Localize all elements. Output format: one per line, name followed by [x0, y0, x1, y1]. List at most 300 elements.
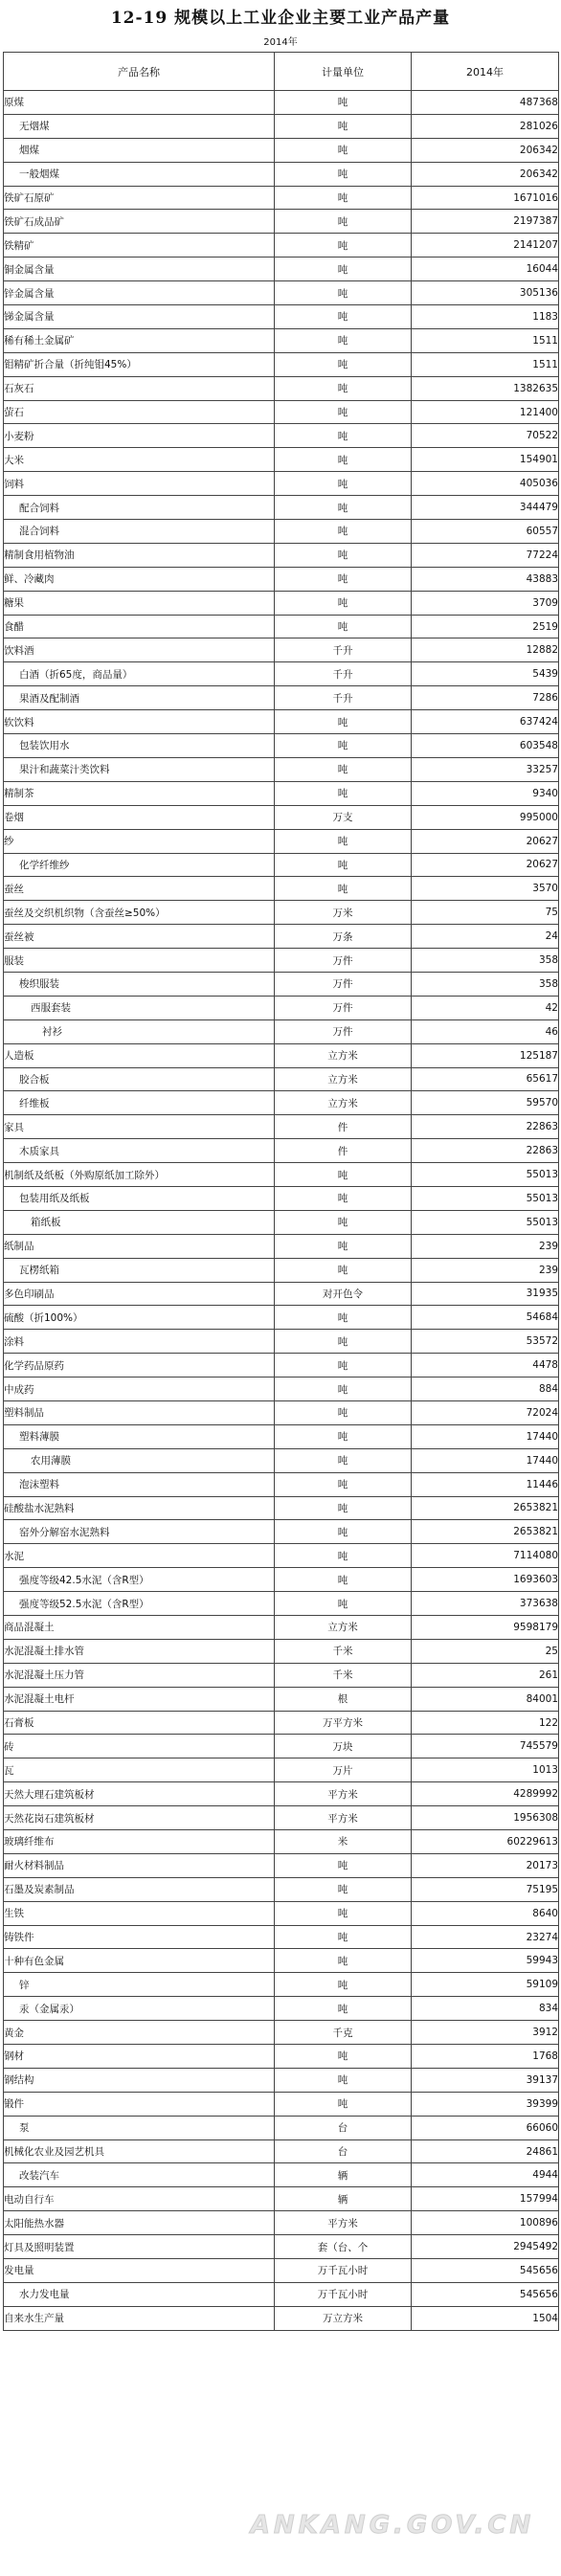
table-row: [4, 186, 559, 210]
year-label: 2014年: [263, 37, 298, 48]
product-name-cell: 农用薄膜: [4, 1448, 275, 1472]
table-row: [4, 996, 559, 1019]
unit-cell: 吨: [275, 757, 412, 781]
product-name-cell: 小麦粉: [4, 424, 275, 448]
product-name-cell: 瓦楞纸箱: [4, 1258, 275, 1282]
product-name-cell: 萤石: [4, 400, 275, 424]
table-row: [4, 901, 559, 925]
table-row: [4, 1448, 559, 1472]
table-row: [4, 1806, 559, 1830]
unit-cell: 吨: [275, 1163, 412, 1187]
table-row: [4, 1782, 559, 1806]
unit-cell: 吨: [275, 1424, 412, 1448]
table-header-row: [4, 53, 559, 91]
unit-cell: 吨: [275, 1472, 412, 1496]
product-name-cell: 改装汽车: [4, 2163, 275, 2187]
product-name-cell: 精制食用植物油: [4, 543, 275, 567]
value-cell: 54684: [412, 1306, 559, 1330]
table-row: [4, 138, 559, 162]
product-name-cell: 饲料: [4, 472, 275, 496]
product-name-cell: 生铁: [4, 1901, 275, 1925]
value-cell: 17440: [412, 1448, 559, 1472]
unit-cell: 吨: [275, 1400, 412, 1424]
unit-cell: 吨: [275, 352, 412, 376]
value-cell: 1693603: [412, 1568, 559, 1592]
unit-cell: 吨: [275, 210, 412, 234]
table-row: [4, 1711, 559, 1735]
value-cell: 603548: [412, 734, 559, 758]
product-name-cell: 塑料薄膜: [4, 1424, 275, 1448]
product-name-cell: 纤维板: [4, 1091, 275, 1115]
value-cell: 487368: [412, 91, 559, 115]
table-row: [4, 1544, 559, 1568]
table-row: [4, 734, 559, 758]
table-row: [4, 1258, 559, 1282]
value-cell: 23274: [412, 1925, 559, 1949]
value-cell: 1511: [412, 352, 559, 376]
product-name-cell: 烟煤: [4, 138, 275, 162]
value-cell: 39399: [412, 2092, 559, 2116]
product-name-cell: 多色印刷品: [4, 1282, 275, 1306]
product-name-cell: 钼精矿折合量（折纯钼45%）: [4, 352, 275, 376]
table-row: [4, 162, 559, 186]
value-cell: 59109: [412, 1973, 559, 1997]
value-cell: 24861: [412, 2139, 559, 2163]
unit-cell: 万米: [275, 901, 412, 925]
table-row: [4, 757, 559, 781]
value-cell: 55013: [412, 1163, 559, 1187]
table-row: [4, 352, 559, 376]
table-row: [4, 853, 559, 877]
table-row: [4, 781, 559, 805]
value-cell: 239: [412, 1258, 559, 1282]
unit-cell: 万件: [275, 1019, 412, 1043]
product-name-cell: 大米: [4, 448, 275, 472]
unit-cell: 吨: [275, 1925, 412, 1949]
table-row: [4, 448, 559, 472]
value-cell: 22863: [412, 1115, 559, 1139]
unit-cell: 平方米: [275, 1782, 412, 1806]
unit-cell: 万件: [275, 949, 412, 973]
unit-cell: 吨: [275, 734, 412, 758]
value-cell: 46: [412, 1019, 559, 1043]
header-unit: 计量单位: [275, 53, 412, 91]
product-name-cell: 锑金属含量: [4, 305, 275, 329]
value-cell: 20627: [412, 829, 559, 853]
table-row: [4, 2045, 559, 2069]
product-name-cell: 太阳能热水器: [4, 2211, 275, 2235]
table-row: [4, 805, 559, 829]
value-cell: 25: [412, 1639, 559, 1663]
table-row: [4, 1139, 559, 1163]
table-row: [4, 1354, 559, 1378]
table-row: [4, 1163, 559, 1187]
product-name-cell: 包装用纸及纸板: [4, 1186, 275, 1210]
table-row: [4, 972, 559, 996]
value-cell: 2197387: [412, 210, 559, 234]
value-cell: 22863: [412, 1139, 559, 1163]
unit-cell: 吨: [275, 877, 412, 901]
unit-cell: 吨: [275, 1186, 412, 1210]
unit-cell: 吨: [275, 1496, 412, 1520]
value-cell: 358: [412, 972, 559, 996]
unit-cell: 立方米: [275, 1091, 412, 1115]
unit-cell: 吨: [275, 114, 412, 138]
product-name-cell: 人造板: [4, 1043, 275, 1067]
unit-cell: 立方米: [275, 1043, 412, 1067]
unit-cell: 吨: [275, 1901, 412, 1925]
unit-cell: 立方米: [275, 1067, 412, 1091]
unit-cell: 根: [275, 1687, 412, 1711]
unit-cell: 吨: [275, 1853, 412, 1877]
value-cell: 66060: [412, 2116, 559, 2139]
value-cell: 344479: [412, 496, 559, 520]
product-name-cell: 电动自行车: [4, 2187, 275, 2211]
value-cell: 637424: [412, 710, 559, 734]
unit-cell: 万块: [275, 1735, 412, 1758]
product-name-cell: 食醋: [4, 615, 275, 638]
value-cell: 20173: [412, 1853, 559, 1877]
unit-cell: 对开色令: [275, 1282, 412, 1306]
page-title: 12-19 规模以上工业企业主要工业产品产量: [110, 9, 451, 28]
product-name-cell: 铁矿石成品矿: [4, 210, 275, 234]
product-name-cell: 锌: [4, 1973, 275, 1997]
value-cell: 55013: [412, 1210, 559, 1234]
table-row: [4, 2021, 559, 2045]
unit-cell: 吨: [275, 520, 412, 544]
unit-cell: 万件: [275, 972, 412, 996]
unit-cell: 吨: [275, 234, 412, 258]
value-cell: 4289992: [412, 1782, 559, 1806]
unit-cell: 千升: [275, 662, 412, 686]
product-name-cell: 精制茶: [4, 781, 275, 805]
table-row: [4, 1234, 559, 1258]
unit-cell: 吨: [275, 472, 412, 496]
product-name-cell: 中成药: [4, 1378, 275, 1401]
unit-cell: 千升: [275, 638, 412, 662]
unit-cell: 吨: [275, 1544, 412, 1568]
product-name-cell: 砖: [4, 1735, 275, 1758]
unit-cell: 吨: [275, 91, 412, 115]
product-name-cell: 瓦: [4, 1758, 275, 1782]
value-cell: 11446: [412, 1472, 559, 1496]
value-cell: 884: [412, 1378, 559, 1401]
product-name-cell: 黄金: [4, 2021, 275, 2045]
table-row: [4, 2163, 559, 2187]
value-cell: 122: [412, 1711, 559, 1735]
unit-cell: 万千瓦小时: [275, 2282, 412, 2306]
product-name-cell: 衬衫: [4, 1019, 275, 1043]
unit-cell: 吨: [275, 591, 412, 615]
product-name-cell: 耐火材料制品: [4, 1853, 275, 1877]
value-cell: 60557: [412, 520, 559, 544]
unit-cell: 吨: [275, 1568, 412, 1592]
table-row: [4, 1830, 559, 1854]
value-cell: 358: [412, 949, 559, 973]
table-body: [4, 91, 559, 2331]
unit-cell: 吨: [275, 2092, 412, 2116]
value-cell: 1956308: [412, 1806, 559, 1830]
table-row: [4, 496, 559, 520]
product-name-cell: 机械化农业及园艺机具: [4, 2139, 275, 2163]
unit-cell: 万平方米: [275, 1711, 412, 1735]
product-name-cell: 水泥混凝土电杆: [4, 1687, 275, 1711]
value-cell: 154901: [412, 448, 559, 472]
table-row: [4, 424, 559, 448]
table-row: [4, 2306, 559, 2330]
table-row: [4, 1853, 559, 1877]
table-row: [4, 2139, 559, 2163]
product-name-cell: 泡沫塑料: [4, 1472, 275, 1496]
table-row: [4, 281, 559, 305]
table-row: [4, 1925, 559, 1949]
value-cell: 60229613: [412, 1830, 559, 1854]
table-row: [4, 91, 559, 115]
product-name-cell: 灯具及照明装置: [4, 2235, 275, 2259]
product-name-cell: 化学纤维纱: [4, 853, 275, 877]
header-year: 2014年: [412, 53, 559, 91]
value-cell: 42: [412, 996, 559, 1019]
table-row: [4, 1186, 559, 1210]
product-name-cell: 窑外分解窑水泥熟料: [4, 1520, 275, 1544]
value-cell: 239: [412, 1234, 559, 1258]
watermark-logo: ANKANG.GOV.CN: [250, 2511, 535, 2540]
table-row: [4, 1973, 559, 1997]
product-name-cell: 天然大理石建筑板材: [4, 1782, 275, 1806]
unit-cell: 米: [275, 1830, 412, 1854]
product-name-cell: 商品混凝土: [4, 1616, 275, 1640]
product-name-cell: 包装饮用水: [4, 734, 275, 758]
value-cell: 4944: [412, 2163, 559, 2187]
table-row: [4, 591, 559, 615]
unit-cell: 吨: [275, 710, 412, 734]
product-name-cell: 石灰石: [4, 376, 275, 400]
unit-cell: 吨: [275, 1354, 412, 1378]
unit-cell: 吨: [275, 162, 412, 186]
unit-cell: 吨: [275, 376, 412, 400]
product-name-cell: 铜金属含量: [4, 258, 275, 281]
product-name-cell: 纱: [4, 829, 275, 853]
table-row: [4, 2092, 559, 2116]
unit-cell: 吨: [275, 1877, 412, 1901]
product-name-cell: 水泥混凝土排水管: [4, 1639, 275, 1663]
product-name-cell: 梭织服装: [4, 972, 275, 996]
value-cell: 405036: [412, 472, 559, 496]
table-row: [4, 829, 559, 853]
value-cell: 1382635: [412, 376, 559, 400]
value-cell: 4478: [412, 1354, 559, 1378]
unit-cell: 吨: [275, 1306, 412, 1330]
value-cell: 55013: [412, 1186, 559, 1210]
unit-cell: 件: [275, 1115, 412, 1139]
table-row: [4, 686, 559, 710]
value-cell: 3570: [412, 877, 559, 901]
unit-cell: 吨: [275, 543, 412, 567]
table-row: [4, 400, 559, 424]
value-cell: 206342: [412, 138, 559, 162]
value-cell: 20627: [412, 853, 559, 877]
value-cell: 9598179: [412, 1616, 559, 1640]
value-cell: 2141207: [412, 234, 559, 258]
product-name-cell: 水泥混凝土压力管: [4, 1663, 275, 1687]
unit-cell: 辆: [275, 2187, 412, 2211]
product-name-cell: 木质家具: [4, 1139, 275, 1163]
value-cell: 7114080: [412, 1544, 559, 1568]
product-name-cell: 汞（金属汞）: [4, 1997, 275, 2021]
product-name-cell: 果酒及配制酒: [4, 686, 275, 710]
product-name-cell: 原煤: [4, 91, 275, 115]
value-cell: 206342: [412, 162, 559, 186]
product-name-cell: 白酒（折65度，商品量）: [4, 662, 275, 686]
value-cell: 3912: [412, 2021, 559, 2045]
unit-cell: 吨: [275, 1330, 412, 1354]
product-name-cell: 发电量: [4, 2259, 275, 2283]
value-cell: 43883: [412, 567, 559, 591]
product-name-cell: 硅酸盐水泥熟料: [4, 1496, 275, 1520]
product-name-cell: 家具: [4, 1115, 275, 1139]
table-row: [4, 2211, 559, 2235]
table-row: [4, 376, 559, 400]
unit-cell: 吨: [275, 1378, 412, 1401]
table-row: [4, 2235, 559, 2259]
table-row: [4, 1067, 559, 1091]
unit-cell: 吨: [275, 281, 412, 305]
value-cell: 545656: [412, 2259, 559, 2283]
table-row: [4, 1520, 559, 1544]
value-cell: 373638: [412, 1592, 559, 1616]
product-name-cell: 蚕丝被: [4, 925, 275, 949]
product-name-cell: 锻件: [4, 2092, 275, 2116]
value-cell: 121400: [412, 400, 559, 424]
unit-cell: 吨: [275, 829, 412, 853]
unit-cell: 辆: [275, 2163, 412, 2187]
product-name-cell: 混合饲料: [4, 520, 275, 544]
unit-cell: 吨: [275, 1949, 412, 1973]
value-cell: 995000: [412, 805, 559, 829]
value-cell: 33257: [412, 757, 559, 781]
table-row: [4, 1949, 559, 1973]
value-cell: 75: [412, 901, 559, 925]
unit-cell: 吨: [275, 400, 412, 424]
unit-cell: 吨: [275, 1997, 412, 2021]
value-cell: 65617: [412, 1067, 559, 1091]
product-name-cell: 十种有色金属: [4, 1949, 275, 1973]
table-row: [4, 1306, 559, 1330]
unit-cell: 台: [275, 2139, 412, 2163]
product-name-cell: 机制纸及纸板（外购原纸加工除外）: [4, 1163, 275, 1187]
unit-cell: 万千瓦小时: [275, 2259, 412, 2283]
unit-cell: 吨: [275, 2068, 412, 2092]
table-row: [4, 520, 559, 544]
product-name-cell: 铁矿石原矿: [4, 186, 275, 210]
value-cell: 24: [412, 925, 559, 949]
product-name-cell: 稀有稀土金属矿: [4, 328, 275, 352]
table-row: [4, 1115, 559, 1139]
unit-cell: 吨: [275, 138, 412, 162]
product-name-cell: 塑料制品: [4, 1400, 275, 1424]
unit-cell: 吨: [275, 1973, 412, 1997]
product-name-cell: 锌金属含量: [4, 281, 275, 305]
table-row: [4, 1472, 559, 1496]
unit-cell: 万片: [275, 1758, 412, 1782]
unit-cell: 千克: [275, 2021, 412, 2045]
unit-cell: 吨: [275, 1448, 412, 1472]
value-cell: 1013: [412, 1758, 559, 1782]
value-cell: 1671016: [412, 186, 559, 210]
unit-cell: 吨: [275, 2045, 412, 2069]
product-name-cell: 化学药品原药: [4, 1354, 275, 1378]
value-cell: 3709: [412, 591, 559, 615]
product-name-cell: 石墨及炭素制品: [4, 1877, 275, 1901]
table-row: [4, 1735, 559, 1758]
table-row: [4, 2116, 559, 2139]
product-name-cell: 铸铁件: [4, 1925, 275, 1949]
value-cell: 1768: [412, 2045, 559, 2069]
table-row: [4, 2282, 559, 2306]
product-name-cell: 糖果: [4, 591, 275, 615]
table-row: [4, 1663, 559, 1687]
table-row: [4, 1400, 559, 1424]
table-row: [4, 1901, 559, 1925]
unit-cell: 吨: [275, 448, 412, 472]
table-row: [4, 638, 559, 662]
value-cell: 2653821: [412, 1496, 559, 1520]
product-name-cell: 一般烟煤: [4, 162, 275, 186]
product-name-cell: 水泥: [4, 1544, 275, 1568]
value-cell: 834: [412, 1997, 559, 2021]
table-row: [4, 1758, 559, 1782]
table-row: [4, 1019, 559, 1043]
unit-cell: 千米: [275, 1639, 412, 1663]
value-cell: 125187: [412, 1043, 559, 1067]
value-cell: 2945492: [412, 2235, 559, 2259]
unit-cell: 吨: [275, 853, 412, 877]
unit-cell: 平方米: [275, 2211, 412, 2235]
product-name-cell: 软饮料: [4, 710, 275, 734]
product-name-cell: 硫酸（折100%）: [4, 1306, 275, 1330]
table-row: [4, 1568, 559, 1592]
table-row: [4, 1687, 559, 1711]
table-row: [4, 258, 559, 281]
unit-cell: 万支: [275, 805, 412, 829]
product-name-cell: 果汁和蔬菜汁类饮料: [4, 757, 275, 781]
table-row: [4, 1210, 559, 1234]
product-name-cell: 铁精矿: [4, 234, 275, 258]
unit-cell: 吨: [275, 424, 412, 448]
header-product-name: 产品名称: [4, 53, 275, 91]
unit-cell: 万条: [275, 925, 412, 949]
table-row: [4, 1496, 559, 1520]
value-cell: 2519: [412, 615, 559, 638]
value-cell: 1511: [412, 328, 559, 352]
product-name-cell: 无烟煤: [4, 114, 275, 138]
product-name-cell: 水力发电量: [4, 2282, 275, 2306]
value-cell: 53572: [412, 1330, 559, 1354]
product-name-cell: 强度等级42.5水泥（含R型）: [4, 1568, 275, 1592]
table-row: [4, 877, 559, 901]
value-cell: 5439: [412, 662, 559, 686]
product-name-cell: 石膏板: [4, 1711, 275, 1735]
product-name-cell: 西服套装: [4, 996, 275, 1019]
table-row: [4, 615, 559, 638]
product-name-cell: 卷烟: [4, 805, 275, 829]
table-row: [4, 1091, 559, 1115]
unit-cell: 吨: [275, 1210, 412, 1234]
unit-cell: 吨: [275, 1520, 412, 1544]
product-name-cell: 饮料酒: [4, 638, 275, 662]
unit-cell: 立方米: [275, 1616, 412, 1640]
table-row: [4, 2259, 559, 2283]
